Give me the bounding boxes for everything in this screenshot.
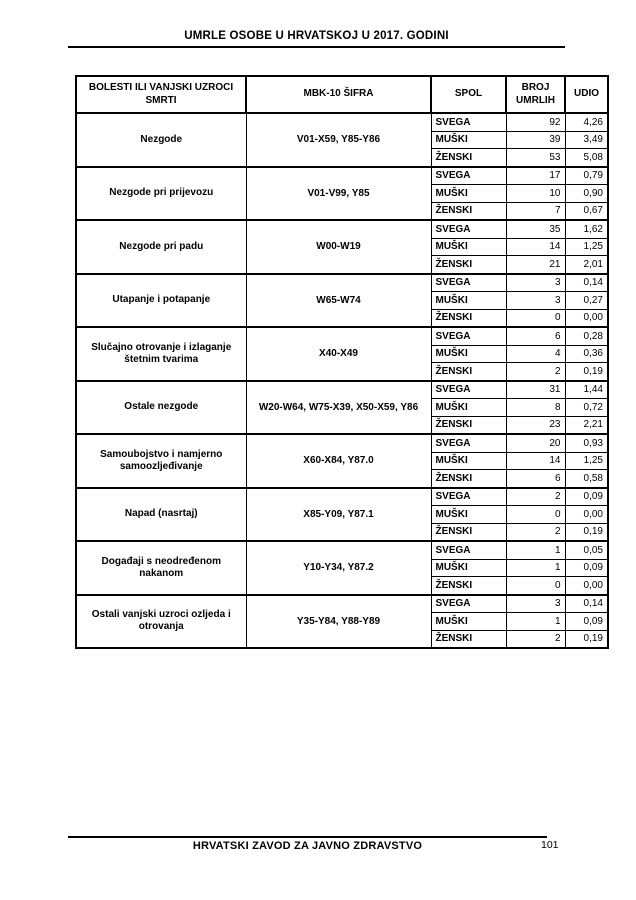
sex-cell: SVEGA	[431, 220, 506, 238]
cause-group	[76, 167, 608, 221]
table-row	[76, 434, 608, 452]
sex-cell: ŽENSKI	[431, 630, 506, 648]
table-row	[76, 167, 608, 185]
count-cell: 1	[506, 613, 565, 631]
sex-cell: MUŠKI	[431, 238, 506, 256]
share-cell: 0,36	[565, 345, 608, 363]
sex-cell: ŽENSKI	[431, 363, 506, 381]
count-cell: 2	[506, 523, 565, 541]
table-row	[76, 113, 608, 131]
sex-cell: SVEGA	[431, 434, 506, 452]
share-cell: 0,72	[565, 399, 608, 417]
cause-group	[76, 327, 608, 381]
cause-group	[76, 595, 608, 649]
code-cell: V01-X59, Y85-Y86	[246, 113, 431, 167]
share-cell: 0,58	[565, 470, 608, 488]
table-row	[76, 220, 608, 238]
page-number: 101	[541, 839, 559, 851]
cause-group	[76, 220, 608, 274]
sex-cell: SVEGA	[431, 274, 506, 292]
column-header-sex: SPOL	[431, 76, 506, 113]
count-cell: 7	[506, 202, 565, 220]
count-cell: 53	[506, 149, 565, 167]
sex-cell: MUŠKI	[431, 559, 506, 577]
cause-cell: Samoubojstvo i namjerno samoozljeđivanje	[76, 434, 246, 488]
cause-group	[76, 113, 608, 167]
share-cell: 0,14	[565, 274, 608, 292]
table-row	[76, 541, 608, 559]
sex-cell: MUŠKI	[431, 131, 506, 149]
table-header	[76, 76, 608, 113]
table-row	[76, 595, 608, 613]
cause-cell: Nezgode	[76, 113, 246, 167]
count-cell: 6	[506, 470, 565, 488]
share-cell: 0,93	[565, 434, 608, 452]
count-cell: 1	[506, 541, 565, 559]
cause-group	[76, 541, 608, 595]
count-cell: 39	[506, 131, 565, 149]
sex-cell: SVEGA	[431, 488, 506, 506]
mortality-table	[75, 75, 609, 649]
count-cell: 17	[506, 167, 565, 185]
column-header-share: UDIO	[565, 76, 608, 113]
count-cell: 31	[506, 381, 565, 399]
count-cell: 23	[506, 416, 565, 434]
share-cell: 0,00	[565, 309, 608, 327]
sex-cell: ŽENSKI	[431, 577, 506, 595]
sex-cell: ŽENSKI	[431, 202, 506, 220]
cause-cell: Događaji s neodređenom nakanom	[76, 541, 246, 595]
table-row	[76, 327, 608, 345]
sex-cell: ŽENSKI	[431, 149, 506, 167]
share-cell: 0,19	[565, 523, 608, 541]
share-cell: 0,05	[565, 541, 608, 559]
sex-cell: ŽENSKI	[431, 470, 506, 488]
cause-cell: Nezgode pri padu	[76, 220, 246, 274]
share-cell: 0,09	[565, 559, 608, 577]
sex-cell: SVEGA	[431, 113, 506, 131]
count-cell: 35	[506, 220, 565, 238]
column-header-cause: BOLESTI ILI VANJSKI UZROCI SMRTI	[76, 76, 246, 113]
table-row	[76, 488, 608, 506]
page-title: UMRLE OSOBE U HRVATSKOJ U 2017. GODINI	[184, 30, 449, 42]
share-cell: 3,49	[565, 131, 608, 149]
column-header-count: BROJ UMRLIH	[506, 76, 565, 113]
sex-cell: MUŠKI	[431, 506, 506, 524]
share-cell: 0,28	[565, 327, 608, 345]
column-header-code: MBK-10 ŠIFRA	[246, 76, 431, 113]
sex-cell: SVEGA	[431, 595, 506, 613]
share-cell: 4,26	[565, 113, 608, 131]
cause-group	[76, 434, 608, 488]
cause-group	[76, 381, 608, 435]
share-cell: 0,00	[565, 506, 608, 524]
cause-cell: Nezgode pri prijevozu	[76, 167, 246, 221]
sex-cell: SVEGA	[431, 167, 506, 185]
share-cell: 0,14	[565, 595, 608, 613]
sex-cell: MUŠKI	[431, 292, 506, 310]
table-row	[76, 381, 608, 399]
count-cell: 8	[506, 399, 565, 417]
count-cell: 2	[506, 630, 565, 648]
code-cell: Y35-Y84, Y88-Y89	[246, 595, 431, 649]
count-cell: 3	[506, 595, 565, 613]
count-cell: 92	[506, 113, 565, 131]
code-cell: X60-X84, Y87.0	[246, 434, 431, 488]
cause-group	[76, 488, 608, 542]
sex-cell: ŽENSKI	[431, 416, 506, 434]
share-cell: 2,01	[565, 256, 608, 274]
count-cell: 0	[506, 577, 565, 595]
count-cell: 4	[506, 345, 565, 363]
share-cell: 0,79	[565, 167, 608, 185]
cause-cell: Ostale nezgode	[76, 381, 246, 435]
sex-cell: ŽENSKI	[431, 256, 506, 274]
count-cell: 1	[506, 559, 565, 577]
cause-cell: Utapanje i potapanje	[76, 274, 246, 328]
table-header-row	[76, 76, 608, 113]
document-footer	[68, 836, 547, 852]
count-cell: 6	[506, 327, 565, 345]
count-cell: 14	[506, 452, 565, 470]
share-cell: 0,19	[565, 630, 608, 648]
footer-text: HRVATSKI ZAVOD ZA JAVNO ZDRAVSTVO	[192, 840, 423, 852]
count-cell: 3	[506, 292, 565, 310]
sex-cell: SVEGA	[431, 327, 506, 345]
count-cell: 2	[506, 488, 565, 506]
share-cell: 0,27	[565, 292, 608, 310]
sex-cell: MUŠKI	[431, 452, 506, 470]
cause-cell: Slučajno otrovanje i izlaganje štetnim tvarima	[76, 327, 246, 381]
count-cell: 14	[506, 238, 565, 256]
count-cell: 2	[506, 363, 565, 381]
share-cell: 0,09	[565, 488, 608, 506]
sex-cell: SVEGA	[431, 541, 506, 559]
sex-cell: SVEGA	[431, 381, 506, 399]
count-cell: 0	[506, 506, 565, 524]
code-cell: W20-W64, W75-X39, X50-X59, Y86	[246, 381, 431, 435]
share-cell: 0,09	[565, 613, 608, 631]
count-cell: 3	[506, 274, 565, 292]
count-cell: 10	[506, 185, 565, 203]
share-cell: 1,62	[565, 220, 608, 238]
document-header	[68, 30, 565, 48]
code-cell: X40-X49	[246, 327, 431, 381]
code-cell: V01-V99, Y85	[246, 167, 431, 221]
sex-cell: ŽENSKI	[431, 523, 506, 541]
sex-cell: MUŠKI	[431, 345, 506, 363]
share-cell: 1,25	[565, 452, 608, 470]
share-cell: 1,44	[565, 381, 608, 399]
sex-cell: ŽENSKI	[431, 309, 506, 327]
share-cell: 2,21	[565, 416, 608, 434]
count-cell: 21	[506, 256, 565, 274]
cause-group	[76, 274, 608, 328]
cause-cell: Napad (nasrtaj)	[76, 488, 246, 542]
share-cell: 0,67	[565, 202, 608, 220]
count-cell: 0	[506, 309, 565, 327]
table-row	[76, 274, 608, 292]
share-cell: 0,19	[565, 363, 608, 381]
count-cell: 20	[506, 434, 565, 452]
code-cell: W00-W19	[246, 220, 431, 274]
sex-cell: MUŠKI	[431, 399, 506, 417]
share-cell: 1,25	[565, 238, 608, 256]
code-cell: X85-Y09, Y87.1	[246, 488, 431, 542]
sex-cell: MUŠKI	[431, 613, 506, 631]
cause-cell: Ostali vanjski uzroci ozljeda i otrovanja	[76, 595, 246, 649]
code-cell: W65-W74	[246, 274, 431, 328]
sex-cell: MUŠKI	[431, 185, 506, 203]
share-cell: 0,90	[565, 185, 608, 203]
share-cell: 0,00	[565, 577, 608, 595]
share-cell: 5,08	[565, 149, 608, 167]
code-cell: Y10-Y34, Y87.2	[246, 541, 431, 595]
